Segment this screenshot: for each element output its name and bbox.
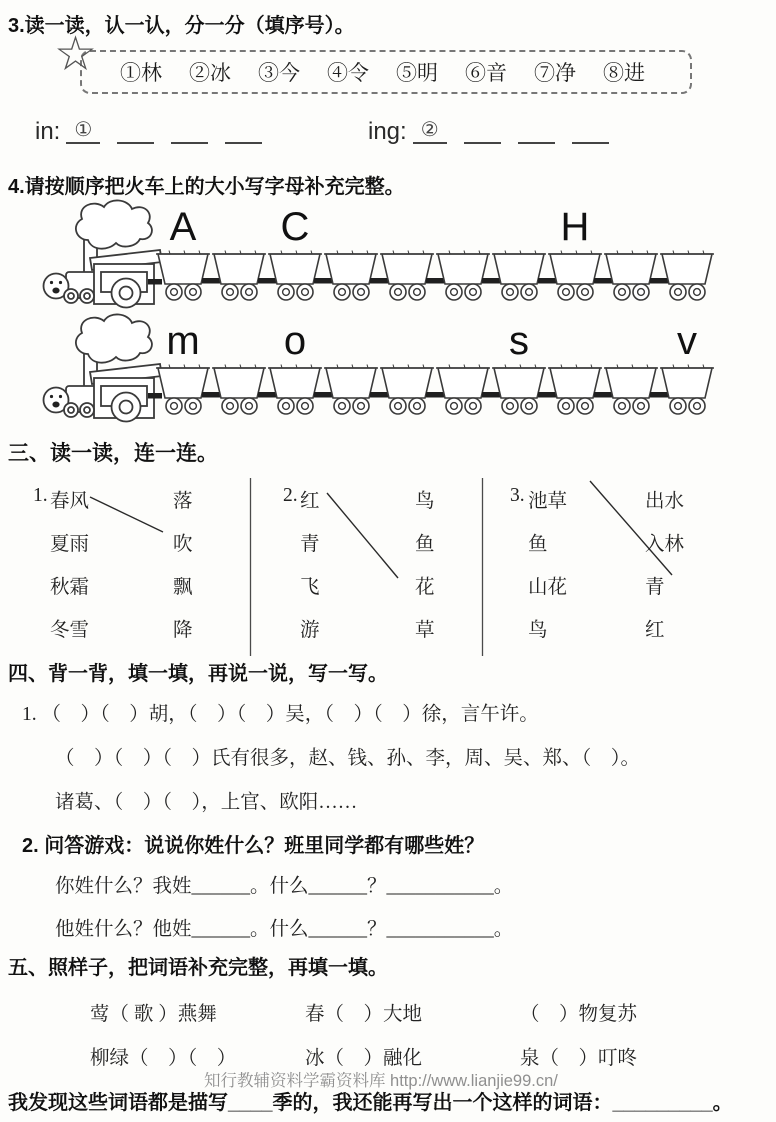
phrase-cell: 莺（ 歌 ）燕舞	[90, 1004, 217, 1025]
train-car	[212, 251, 277, 301]
summary-line: 我发现这些词语都是描写____季的，我还能再写出一个这样的词语：_________。	[8, 1092, 733, 1114]
train-car	[548, 251, 613, 301]
section4-heading: 四、背一背，填一填，再说一说，写一写。	[8, 663, 388, 685]
phrase-cell: （ ）物复苏	[520, 1004, 638, 1025]
train-car	[660, 365, 714, 415]
match-word-right: 草	[415, 620, 435, 641]
char-bank-item: ②冰	[189, 61, 231, 85]
q3-answer-row-in	[35, 116, 262, 144]
train-car	[660, 251, 714, 301]
syllable-label-in: in:	[35, 118, 61, 145]
match-word-left: 红	[300, 491, 320, 512]
answer-blank	[518, 118, 555, 144]
section3-heading: 三、读一读，连一连。	[8, 442, 218, 465]
char-bank-item: ⑧进	[603, 61, 645, 85]
qa-line-2: 他姓什么？他姓______。什么______？___________。	[55, 919, 514, 940]
train-car	[492, 251, 557, 301]
train-car	[604, 365, 669, 415]
char-bank-item: ③今	[258, 61, 300, 85]
train-car	[212, 365, 277, 415]
syllable-label-ing: ing:	[368, 118, 407, 145]
uppercase-train-illustration	[40, 196, 730, 312]
match-word-right: 入林	[645, 534, 685, 555]
match-word-left: 春风	[50, 491, 90, 512]
group-number: 3.	[510, 485, 525, 506]
match-word-right: 飘	[173, 577, 193, 598]
match-word-left: 鸟	[528, 620, 548, 641]
char-bank-item: ⑥音	[465, 61, 507, 85]
lowercase-train-illustration	[40, 310, 730, 426]
item-number: 1.	[22, 704, 37, 725]
train-car	[492, 365, 557, 415]
surname-line-1	[22, 698, 539, 726]
train-car	[604, 251, 669, 301]
q4-heading: 4.请按顺序把火车上的大小写字母补充完整。	[8, 176, 405, 198]
train-car	[436, 251, 501, 301]
char-bank-item: ④令	[327, 61, 369, 85]
match-word-right: 鱼	[415, 534, 435, 555]
phrase-cell: 柳绿（ ）（ ）	[90, 1048, 237, 1069]
train-car	[156, 251, 221, 301]
train-car	[380, 251, 445, 301]
train-car	[156, 365, 221, 415]
train-letter: s	[509, 319, 529, 363]
train-letter: m	[166, 319, 200, 363]
char-bank-box	[80, 50, 692, 94]
char-bank-item: ①林	[120, 61, 162, 85]
answer-blank	[117, 118, 154, 144]
q3-answer-row-ing	[368, 116, 609, 144]
watermark: 知行教辅资料学霸资料库 http://www.lianjie99.cn/	[203, 1072, 558, 1090]
item-number: 2.	[22, 835, 39, 857]
q3-heading: 3.读一读，认一认，分一分（填序号）。	[8, 15, 355, 37]
match-word-left: 秋霜	[50, 577, 90, 598]
phrase-cell: 泉（ ）叮咚	[520, 1048, 638, 1069]
match-word-left: 山花	[528, 577, 568, 598]
surname-line-2: （ ）（ ）（ ）氏有很多，赵、钱、孙、李，周、吴、郑、（ ）。	[55, 748, 641, 769]
match-word-right: 降	[173, 620, 193, 641]
match-word-left: 飞	[300, 577, 320, 598]
match-area	[0, 478, 776, 658]
train-svg	[40, 310, 730, 426]
train-car	[548, 365, 613, 415]
train-car	[436, 365, 501, 415]
locomotive-icon	[44, 314, 163, 421]
match-word-right: 出水	[645, 491, 685, 512]
line-text: （ ）（ ）胡，（ ）（ ）吴，（ ）（ ）徐，言午许。	[41, 704, 539, 725]
match-word-left: 游	[300, 620, 320, 641]
match-word-right: 花	[415, 577, 435, 598]
answer-blank	[171, 118, 208, 144]
train-car	[268, 365, 333, 415]
train-letter: C	[280, 205, 310, 249]
section5-heading: 五、照样子，把词语补充完整，再填一填。	[8, 957, 388, 979]
phrase-cell: 春（ ）大地	[305, 1004, 423, 1025]
train-car	[268, 251, 333, 301]
match-word-right: 吹	[173, 534, 193, 555]
group-number: 2.	[283, 485, 298, 506]
train-svg	[40, 196, 730, 312]
surname-line-3: 诸葛、（ ）（ ），上官、欧阳……	[55, 792, 358, 813]
given-answer: ②	[413, 119, 447, 144]
train-letter: o	[283, 319, 307, 363]
phrase-cell: 冰（ ）融化	[305, 1048, 423, 1069]
star-icon: ☆	[54, 26, 98, 82]
match-word-left: 鱼	[528, 534, 548, 555]
train-car	[324, 251, 389, 301]
char-bank-item: ⑤明	[396, 61, 438, 85]
train-car	[324, 365, 389, 415]
qa-prompt: 问答游戏：说说你姓什么？班里同学都有哪些姓？	[44, 835, 485, 857]
locomotive-icon	[44, 200, 163, 307]
connection-line	[327, 493, 398, 578]
match-word-left: 池草	[528, 491, 568, 512]
match-word-right: 青	[645, 577, 665, 598]
match-word-right: 红	[645, 620, 665, 641]
match-word-left: 青	[300, 534, 320, 555]
answer-blank	[225, 118, 262, 144]
answer-blank	[464, 118, 501, 144]
qa-line-1: 你姓什么？我姓______。什么______？___________。	[55, 876, 514, 897]
train-letter: H	[560, 205, 590, 249]
given-answer: ①	[66, 119, 100, 144]
char-bank-item: ⑦净	[534, 61, 576, 85]
match-word-left: 冬雪	[50, 620, 90, 641]
match-word-right: 鸟	[415, 491, 435, 512]
group-number: 1.	[33, 485, 48, 506]
answer-blank	[572, 118, 609, 144]
match-word-left: 夏雨	[50, 534, 90, 555]
match-word-right: 落	[173, 491, 193, 512]
connection-line	[90, 497, 163, 532]
train-letter: v	[677, 319, 697, 363]
train-car	[380, 365, 445, 415]
train-letter: A	[169, 205, 197, 249]
qa-game-heading	[22, 829, 484, 858]
